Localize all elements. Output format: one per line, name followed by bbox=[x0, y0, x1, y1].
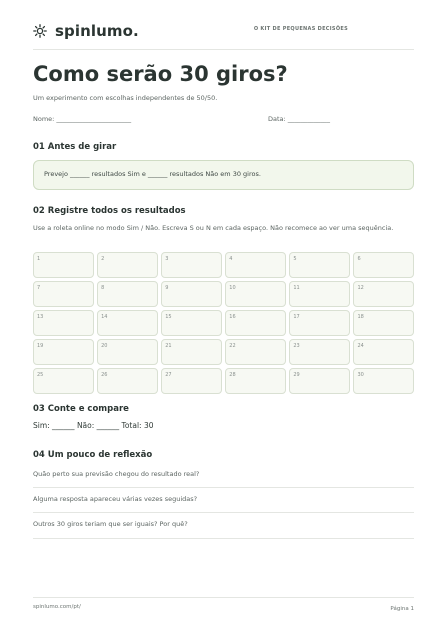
result-cell[interactable] bbox=[225, 310, 286, 336]
cell-number: 28 bbox=[229, 372, 236, 378]
kit-label: O KIT DE PEQUENAS DECISÕES bbox=[253, 26, 348, 32]
cell-number: 25 bbox=[37, 372, 44, 378]
prediction-text: Prevejo ______ resultados Sim e ______ resultados Não em 30 giros. bbox=[44, 170, 261, 178]
cell-number: 14 bbox=[101, 314, 108, 320]
page-title: Como serão 30 giros? bbox=[33, 62, 288, 86]
record-instructions: Use a roleta online no modo Sim / Não. Escreva S ou N em cada espaço. Não recomece ao ver uma sequência. bbox=[33, 224, 394, 232]
cell-number: 27 bbox=[165, 372, 172, 378]
result-cell[interactable] bbox=[353, 310, 414, 336]
page-subtitle: Um experimento com escolhas independentes de 50/50. bbox=[33, 94, 218, 102]
cell-number: 3 bbox=[165, 256, 169, 262]
cell-number: 5 bbox=[293, 256, 297, 262]
result-cell[interactable] bbox=[225, 339, 286, 365]
result-cell[interactable] bbox=[225, 252, 286, 278]
reflection-question: Outros 30 giros teriam que ser iguais? Por quê? bbox=[33, 520, 188, 528]
result-cell[interactable] bbox=[97, 368, 158, 394]
result-cell[interactable] bbox=[33, 252, 94, 278]
cell-number: 30 bbox=[357, 372, 364, 378]
result-cell[interactable] bbox=[33, 368, 94, 394]
result-cell[interactable] bbox=[97, 281, 158, 307]
cell-number: 2 bbox=[101, 256, 105, 262]
cell-number: 6 bbox=[357, 256, 361, 262]
brand bbox=[33, 22, 139, 40]
reflection-question: Alguma resposta apareceu várias vezes seguidas? bbox=[33, 495, 198, 503]
cell-number: 18 bbox=[357, 314, 364, 320]
cell-number: 21 bbox=[165, 343, 172, 349]
result-cell[interactable] bbox=[289, 368, 350, 394]
cell-number: 4 bbox=[229, 256, 233, 262]
result-cell[interactable] bbox=[289, 252, 350, 278]
cell-number: 10 bbox=[229, 285, 236, 291]
result-cell[interactable] bbox=[225, 281, 286, 307]
cell-number: 26 bbox=[101, 372, 108, 378]
brand-name: spinlumo. bbox=[55, 22, 139, 40]
answer-line bbox=[33, 487, 414, 488]
cell-number: 11 bbox=[293, 285, 300, 291]
cell-number: 19 bbox=[37, 343, 44, 349]
answer-line bbox=[33, 512, 414, 513]
result-cell[interactable] bbox=[97, 339, 158, 365]
result-cell[interactable] bbox=[97, 252, 158, 278]
result-cell[interactable] bbox=[353, 281, 414, 307]
name-field: Nome: _______________________ bbox=[33, 115, 132, 123]
cell-number: 20 bbox=[101, 343, 108, 349]
section-1-title: 01 Antes de girar bbox=[33, 142, 117, 152]
section-4-title: 04 Um pouco de reflexão bbox=[33, 450, 153, 460]
result-cell[interactable] bbox=[33, 339, 94, 365]
result-cell[interactable] bbox=[161, 252, 222, 278]
cell-number: 15 bbox=[165, 314, 172, 320]
result-cell[interactable] bbox=[161, 339, 222, 365]
prediction-box bbox=[33, 160, 414, 190]
result-cell[interactable] bbox=[97, 310, 158, 336]
cell-number: 29 bbox=[293, 372, 300, 378]
result-cell[interactable] bbox=[161, 368, 222, 394]
page-number: Página 1 bbox=[390, 606, 414, 612]
result-cell[interactable] bbox=[353, 368, 414, 394]
result-cell[interactable] bbox=[289, 339, 350, 365]
cell-number: 12 bbox=[357, 285, 364, 291]
results-grid bbox=[33, 252, 414, 394]
cell-number: 23 bbox=[293, 343, 300, 349]
cell-number: 17 bbox=[293, 314, 300, 320]
result-cell[interactable] bbox=[353, 339, 414, 365]
section-2-title: 02 Registre todos os resultados bbox=[33, 206, 186, 216]
cell-number: 16 bbox=[229, 314, 236, 320]
section-3-title: 03 Conte e compare bbox=[33, 404, 129, 414]
result-cell[interactable] bbox=[161, 281, 222, 307]
result-cell[interactable] bbox=[289, 310, 350, 336]
cell-number: 13 bbox=[37, 314, 44, 320]
cell-number: 24 bbox=[357, 343, 364, 349]
result-cell[interactable] bbox=[161, 310, 222, 336]
result-cell[interactable] bbox=[289, 281, 350, 307]
tally-line: Sim: ______ Não: ______ Total: 30 bbox=[33, 421, 154, 430]
sun-icon bbox=[33, 24, 47, 38]
date-field: Data: _____________ bbox=[268, 115, 331, 123]
result-cell[interactable] bbox=[225, 368, 286, 394]
page-header bbox=[33, 22, 414, 50]
footer-divider bbox=[33, 597, 414, 598]
answer-line bbox=[33, 538, 414, 539]
result-cell[interactable] bbox=[353, 252, 414, 278]
reflection-question: Quão perto sua previsão chegou do resultado real? bbox=[33, 470, 200, 478]
cell-number: 9 bbox=[165, 285, 169, 291]
result-cell[interactable] bbox=[33, 281, 94, 307]
cell-number: 7 bbox=[37, 285, 41, 291]
result-cell[interactable] bbox=[33, 310, 94, 336]
cell-number: 8 bbox=[101, 285, 105, 291]
footer-url: spinlumo.com/pt/ bbox=[33, 604, 81, 610]
cell-number: 1 bbox=[37, 256, 41, 262]
cell-number: 22 bbox=[229, 343, 236, 349]
